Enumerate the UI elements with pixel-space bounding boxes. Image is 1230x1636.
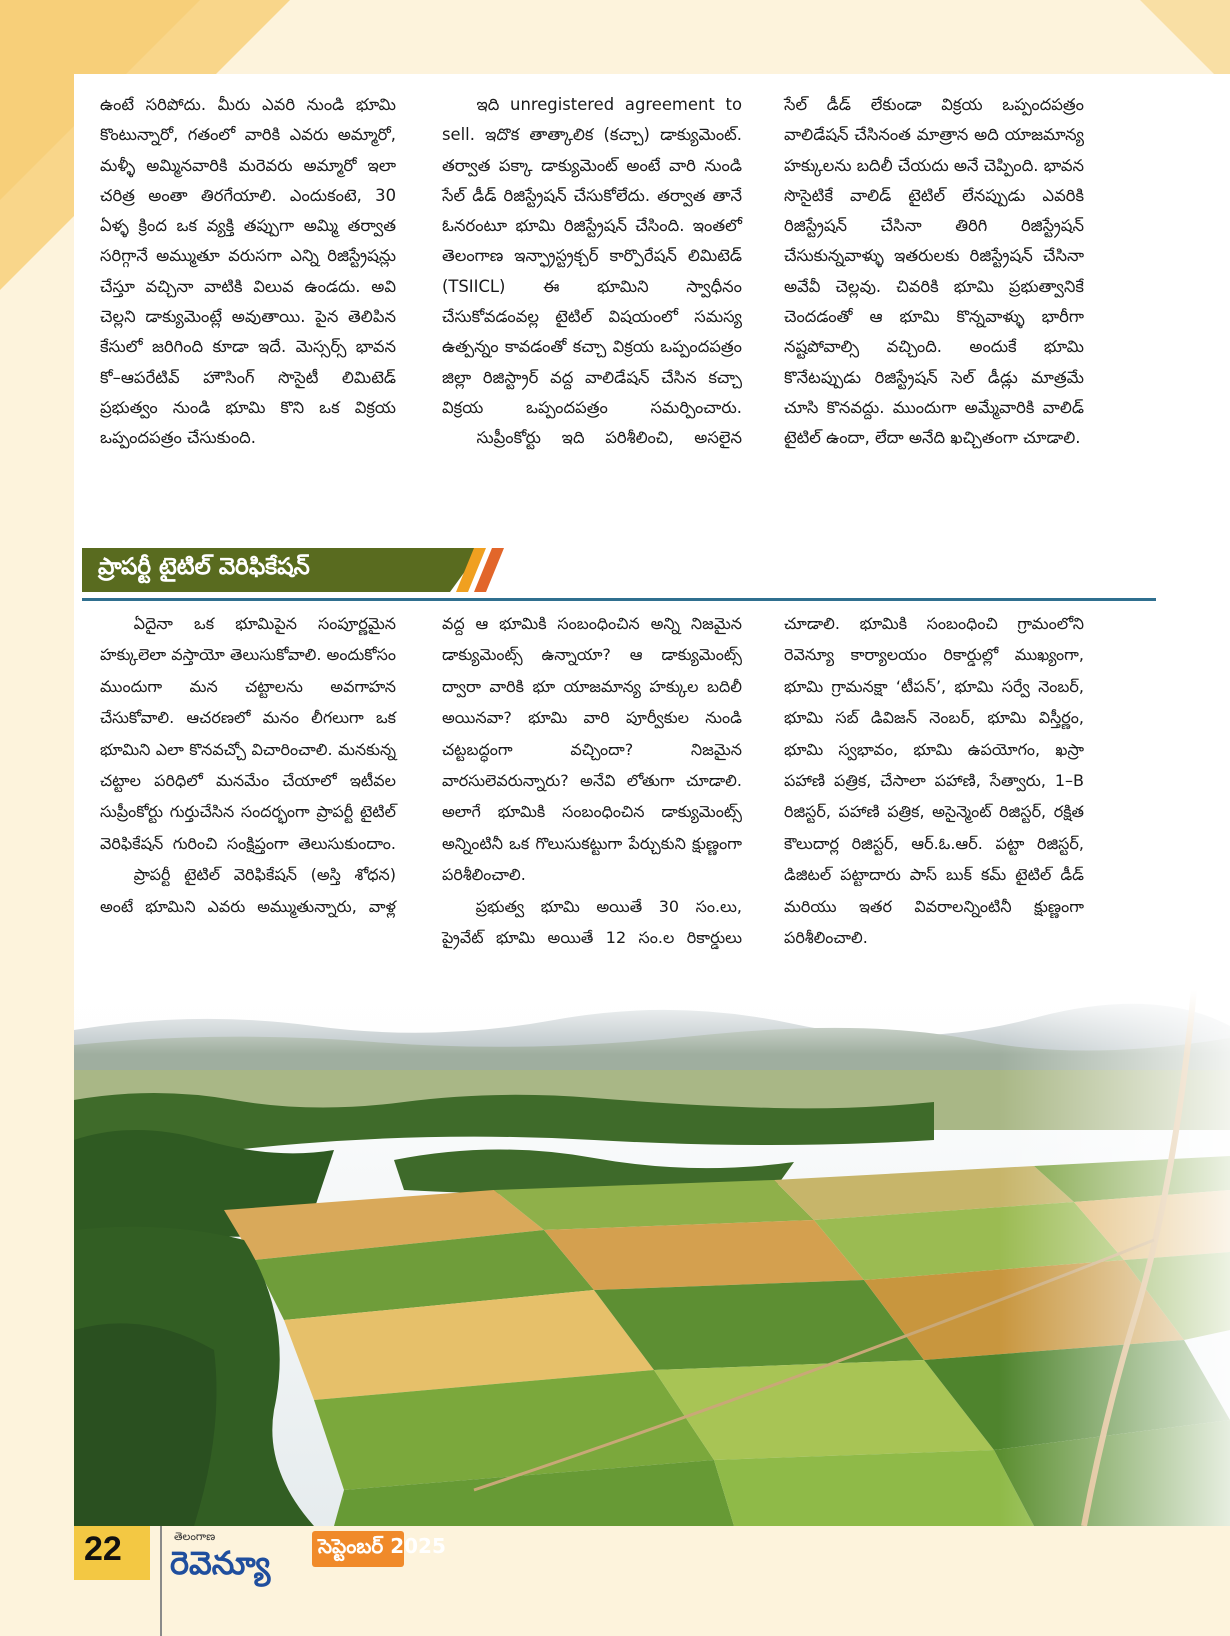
magazine-name: రెవెన్యూ	[170, 1544, 271, 1582]
section-heading	[82, 548, 492, 592]
heading-rule	[82, 598, 1156, 601]
magazine-subtitle: తెలంగాణ	[174, 1530, 216, 1543]
paragraph: ఉంటే సరిపోదు. మీరు ఎవరి నుండి భూమి కొంటున్నారో, గతంలో వారికి ఎవరు అమ్మారో, మళ్ళీ అమ్మినవారికి మరెవరు అమ్మారో ఇలా చరిత్ర అంతా తిరగేయాలి. ఎందుకంటె, 30 ఏళ్ళ క్రింద ఒక వ్యక్తి తప్పుగా అమ్మి తర్వాత సరిగ్గానే అమ్ముతూ వరుసగా ఎన్ని రిజిస్ట్రేషన్లు చేస్తూ వచ్చినా వాటికి విలువ ఉండదు. అవి చెల్లని డాక్యుమెంట్లే అవుతాయి. పైన తెలిపిన కేసులో జరిగింది కూడా ఇదే. మెస్సర్స్ భావన కో–ఆపరేటివ్ హౌసింగ్ సొసైటీ లిమిటెడ్ ప్రభుత్వం నుండి భూమి కొని ఒక విక్రయ ఒప్పందపత్రం చేసుకుంది.	[100, 95, 396, 448]
bottom-column-3	[784, 608, 1084, 953]
paragraph: వద్ద ఆ భూమికి సంబంధించిన అన్ని నిజమైన డాక్యుమెంట్స్ ఉన్నాయా? ఆ డాక్యుమెంట్స్ ద్వారా వారికి భూ యాజమాన్య హక్కుల బదిలీ అయినవా? భూమి వారి పూర్వీకుల నుండి చట్టబద్ధంగా వచ్చిందా? నిజమైన వారసులెవరున్నారు? అనేవి లోతుగా చూడాలి. అలాగే భూమికి సంబంధించిన డాక్యుమెంట్స్ అన్నింటినీ ఒక గొలుసుకట్టుగా పేర్చుకుని క్షుణ్ణంగా పరిశీలించాలి.	[442, 614, 742, 885]
paragraph: ఇది unregistered agreement to sell. ఇదొక తాత్కాలిక (కచ్చా) డాక్యుమెంట్. తర్వాత పక్కా డాక్యుమెంట్ అంటే వారి నుండి సేల్ డీడ్ రిజిస్ట్రేషన్ చేసుకోలేదు. తర్వాత తానే ఓనరంటూ భూమి రిజిస్ట్రేషన్ చేసింది. ఇంతలో తెలంగాణ ఇన్ఫ్రాస్ట్రక్చర్ కార్పొరేషన్ లిమిటెడ్ (TSIICL) ఈ భూమిని స్వాధీనం చేసుకోవడంవల్ల టైటిల్ విషయంలో సమస్య ఉత్పన్నం కావడంతో కచ్చా విక్రయ ఒప్పందపత్రం జిల్లా రిజిస్ట్రార్ వద్ద వాలిడేషన్ చేసిన కచ్చా విక్రయ ఒప్పందపత్రం సమర్పించారు.	[442, 95, 742, 417]
bottom-column-2	[442, 608, 742, 953]
paragraph: ఏదైనా ఒక భూమిపైన సంపూర్ణమైన హక్కులెలా వస్తాయో తెలుసుకోవాలి. అందుకోసం ముందుగా మన చట్టాలను అవగాహన చేసుకోవాలి. ఆచరణలో మనం లీగలుగా ఒక భూమిని ఎలా కొనవచ్చో విచారించాలి. మనకున్న చట్టాల పరిధిలో మనమేం చేయాలో ఇటీవల సుప్రీంకోర్టు గుర్తుచేసిన సందర్భంగా ప్రాపర్టీ టైటిల్ వెరిఫికేషన్ గురించి సంక్షిప్తంగా తెలుసుకుందాం.	[100, 614, 396, 853]
paragraph: ప్రభుత్వ భూమి అయితే 30 సం.లు, ప్రైవేట్ భూమి అయితే 12 సం.ల రికార్డులు	[442, 896, 742, 948]
top-column-1	[100, 90, 396, 454]
paragraph: ప్రాపర్టీ టైటిల్ వెరిఫికేషన్ (అస్తి శోధన) అంటే భూమిని ఎవరు అమ్ముతున్నారు, వాళ్ల	[100, 865, 396, 916]
bottom-column-1	[100, 608, 396, 922]
footer-divider	[160, 1526, 162, 1636]
paragraph: సుప్రీంకోర్టు ఇది పరిశీలించి, అసలైన	[476, 428, 742, 448]
section-title: ప్రాపర్టీ టైటిల్ వెరిఫికేషన్	[98, 554, 310, 580]
farmland-photo	[74, 990, 1230, 1526]
top-column-2	[442, 90, 742, 454]
page-number: 22	[84, 1530, 122, 1568]
paragraph: సేల్ డీడ్ లేకుండా విక్రయ ఒప్పందపత్రం వాలిడేషన్ చేసినంత మాత్రాన అది యాజమాన్య హక్కులను బదిలీ చేయదు అనే చెప్పింది. భావన సొసైటికే వాలిడ్ టైటిల్ లేనప్పుడు ఎవరికి రిజిస్ట్రేషన్ చేసినా తిరిగి రిజిస్ట్రేషన్ చేసుకున్నవాళ్ళు ఇతరులకు రిజిస్ట్రేషన్ చేసినా అవేవీ చెల్లవు. చివరికి భూమి ప్రభుత్వానికే చెందడంతో ఆ భూమి కొన్నవాళ్ళు భారీగా నష్టపోవాల్సి వచ్చింది. అందుకే భూమి కొనేటప్పుడు రిజిస్ట్రేషన్ సెల్ డీడ్లు మాత్రమే చూసి కొనవద్దు. ముందుగా అమ్మేవారికి వాలిడ్ టైటిల్ ఉందా, లేదా అనేది ఖచ్చితంగా చూడాలి.	[784, 95, 1084, 448]
page-footer	[0, 1526, 1230, 1636]
issue-date: సెప్టెంబర్ 2025	[318, 1534, 446, 1558]
top-column-3	[784, 90, 1084, 454]
paragraph: చూడాలి. భూమికి సంబంధించి గ్రామంలోని రెవెన్యూ కార్యాలయం రికార్డుల్లో ముఖ్యంగా, భూమి గ్రామనక్షా ‘టీపన్’, భూమి సర్వే నెంబర్, భూమి సబ్ డివిజన్ నెంబర్, భూమి విస్తీర్ణం, భూమి స్వభావం, భూమి ఉపయోగం, ఖస్రా పహాణి పత్రిక, చేసాలా పహాణి, సేత్వారు, 1–B రిజిస్టర్, పహాణి పత్రిక, అసైన్మెంట్ రిజిస్టర్, రక్షిత కౌలుదార్ల రిజిస్టర్, ఆర్.ఓ.ఆర్. పట్టా రిజిస్టర్, డిజిటల్ పట్టాదారు పాస్ బుక్ కమ్ టైటిల్ డీడ్ మరియు ఇతర వివరాలన్నింటినీ క్షుణ్ణంగా పరిశీలించాలి.	[784, 614, 1084, 948]
